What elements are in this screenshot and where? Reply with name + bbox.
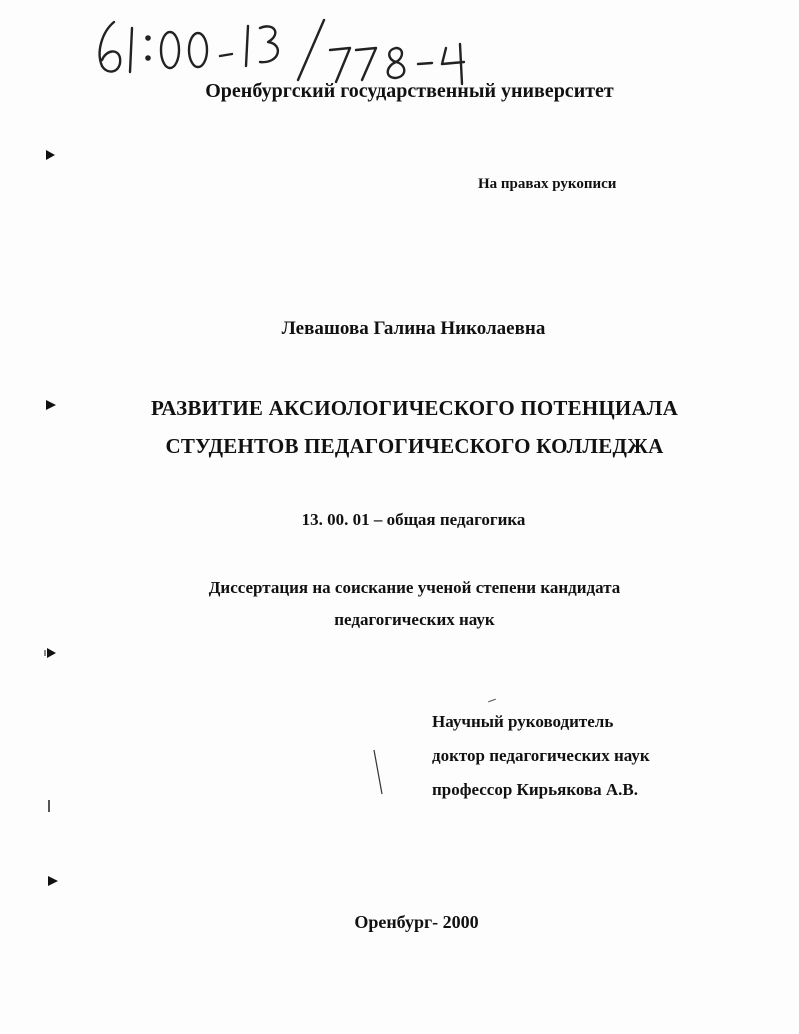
punch-hole-mark (44, 646, 58, 660)
supervisor-role: Научный руководитель (432, 712, 614, 731)
pencil-stroke-mark (370, 748, 386, 798)
punch-hole-mark (44, 398, 58, 412)
thesis-title-line-2: СТУДЕНТОВ ПЕДАГОГИЧЕСКОГО КОЛЛЕДЖА (165, 434, 664, 458)
dissertation-type-line-1: Диссертация на соискание ученой степени кандидата (208, 578, 621, 597)
scan-speck (48, 800, 50, 812)
handwritten-catalog-number (92, 14, 482, 86)
supervisor-name: профессор Кирьякова А.В. (432, 780, 639, 799)
city-year: Оренбург- 2000 (354, 912, 479, 932)
punch-hole-mark (44, 148, 58, 162)
punch-hole-mark (46, 874, 60, 888)
supervisor-degree: доктор педагогических наук (432, 746, 650, 765)
dissertation-type-line-2: педагогических наук (334, 610, 495, 629)
thesis-title-line-1: РАЗВИТИЕ АКСИОЛОГИЧЕСКОГО ПОТЕНЦИАЛА (150, 396, 679, 420)
university-name: Оренбургский государственный университет (205, 80, 614, 102)
specialty-code: 13. 00. 01 – общая педагогика (301, 510, 526, 529)
manuscript-rights-note: На правах рукописи (478, 176, 617, 192)
scan-speck (488, 699, 496, 703)
author-name: Левашова Галина Николаевна (281, 318, 546, 339)
